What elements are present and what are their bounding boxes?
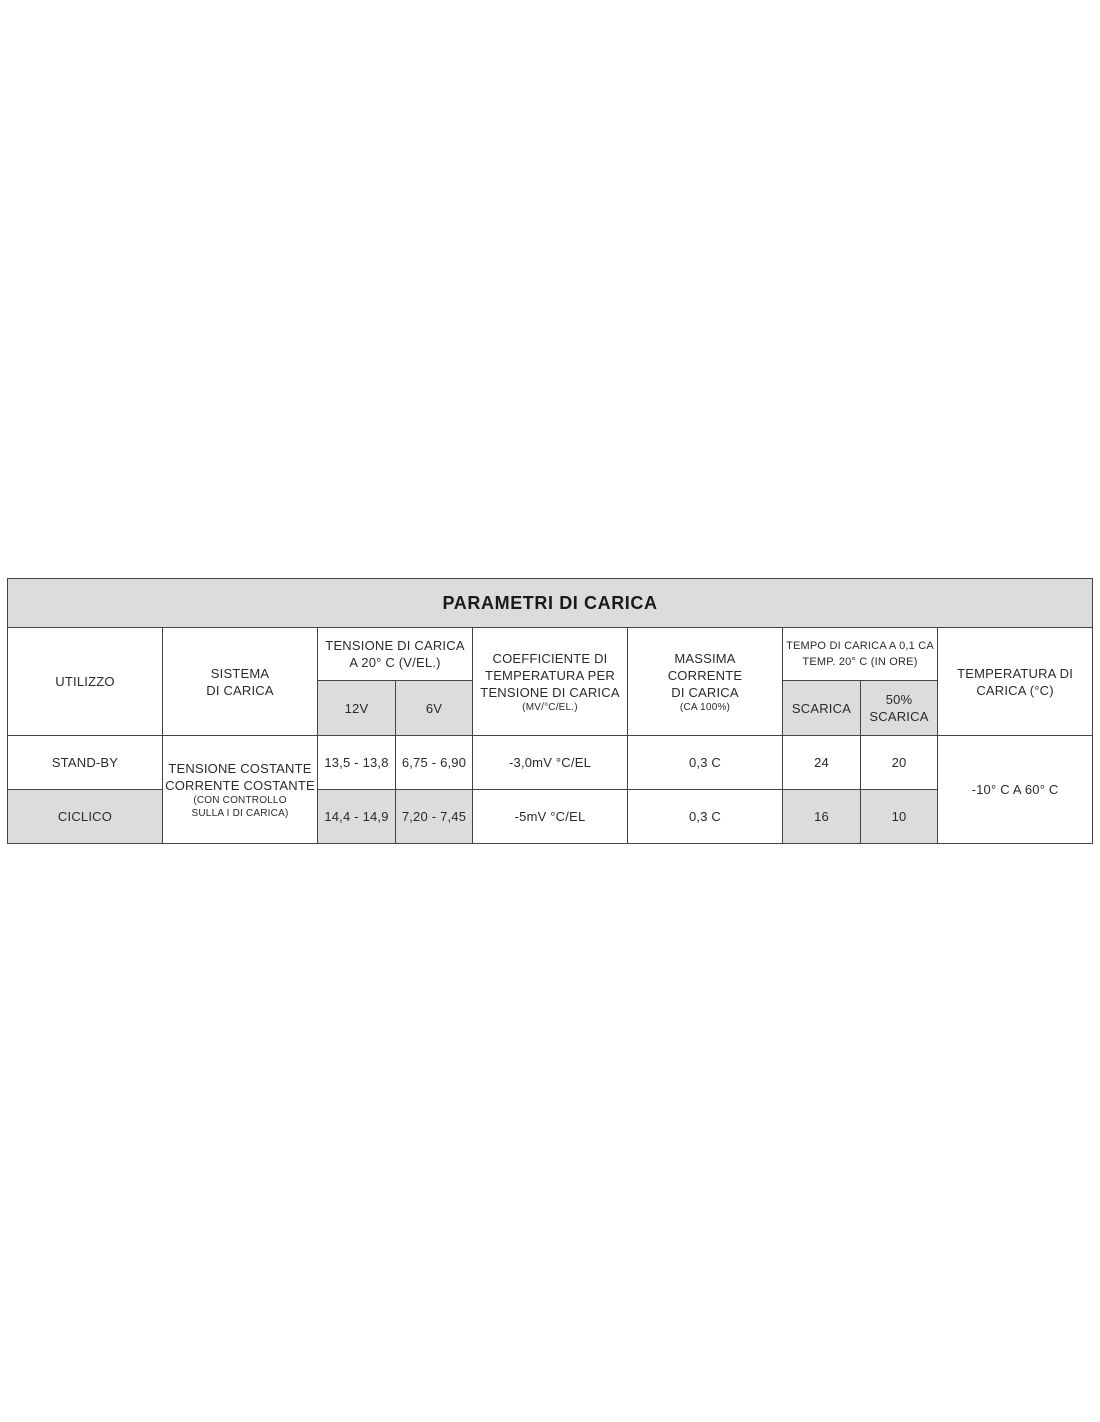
- row-massima: 0,3 C: [628, 736, 783, 790]
- header-coeff-unit: (MV/°C/EL.): [522, 701, 578, 713]
- row-scarica50: 10: [861, 790, 938, 844]
- header-temperatura: [938, 628, 1093, 736]
- temperatura-value: -10° C A 60° C: [938, 736, 1093, 844]
- header-sistema-line1: SISTEMA: [210, 665, 270, 681]
- row-coeff: -3,0mV °C/EL: [473, 736, 628, 790]
- header-temperatura-line1: TEMPERATURA DI: [957, 665, 1074, 681]
- header-massima: [628, 628, 783, 736]
- header-tempo-50-line2: SCARICA: [869, 709, 929, 724]
- header-coefficiente: [473, 628, 628, 736]
- header-coeff-line2: TEMPERATURA PER: [485, 667, 615, 683]
- header-massima-unit: (CA 100%): [679, 701, 731, 713]
- header-massima-line3: DI CARICA: [671, 684, 739, 700]
- table-row: [8, 736, 1093, 790]
- charge-parameters-table-wrapper: [7, 578, 1092, 844]
- header-tensione-line1: TENSIONE DI CARICA: [325, 638, 465, 653]
- row-scarica: 16: [783, 790, 861, 844]
- header-tempo-50-line1: 50%: [885, 692, 913, 707]
- header-coeff-line3: TENSIONE DI CARICA: [480, 684, 620, 700]
- header-tempo: [783, 628, 938, 681]
- header-tempo-line2: TEMP. 20° C (IN ORE): [802, 656, 918, 668]
- header-tensione-6v: 6V: [396, 681, 473, 736]
- sistema-value-line2: CORRENTE COSTANTE: [165, 777, 315, 793]
- header-utilizzo-label: UTILIZZO: [55, 674, 115, 689]
- header-tempo-scarica: SCARICA: [783, 681, 861, 736]
- header-massima-line2: CORRENTE: [667, 667, 743, 683]
- header-tensione: [318, 628, 473, 681]
- header-tempo-line1: TEMPO DI CARICA A 0,1 CA: [786, 640, 934, 652]
- header-massima-line1: MASSIMA: [674, 650, 736, 666]
- header-tensione-line2: A 20° C (V/EL.): [349, 655, 441, 670]
- row-scarica50: 20: [861, 736, 938, 790]
- row-massima: 0,3 C: [628, 790, 783, 844]
- sistema-note-line2: SULLA I DI CARICA): [191, 807, 289, 819]
- row-v6: 7,20 - 7,45: [396, 790, 473, 844]
- row-v12: 14,4 - 14,9: [318, 790, 396, 844]
- row-scarica: 24: [783, 736, 861, 790]
- row-v12: 13,5 - 13,8: [318, 736, 396, 790]
- row-coeff: -5mV °C/EL: [473, 790, 628, 844]
- sistema-value: [163, 736, 318, 844]
- row-utilizzo: STAND-BY: [8, 736, 163, 790]
- header-sistema: [163, 628, 318, 736]
- header-tempo-50-scarica: [861, 681, 938, 736]
- sistema-note-line1: (CON CONTROLLO: [193, 794, 287, 806]
- header-coeff-line1: COEFFICIENTE DI: [492, 650, 608, 666]
- header-utilizzo: [8, 628, 163, 736]
- header-temperatura-line2: CARICA (°C): [976, 682, 1054, 698]
- charge-parameters-table: [7, 578, 1093, 844]
- row-v6: 6,75 - 6,90: [396, 736, 473, 790]
- table-title: PARAMETRI DI CARICA: [8, 579, 1093, 628]
- row-utilizzo: CICLICO: [8, 790, 163, 844]
- sistema-value-line1: TENSIONE COSTANTE: [168, 760, 312, 776]
- header-sistema-line2: DI CARICA: [206, 682, 274, 698]
- header-tensione-12v: 12V: [318, 681, 396, 736]
